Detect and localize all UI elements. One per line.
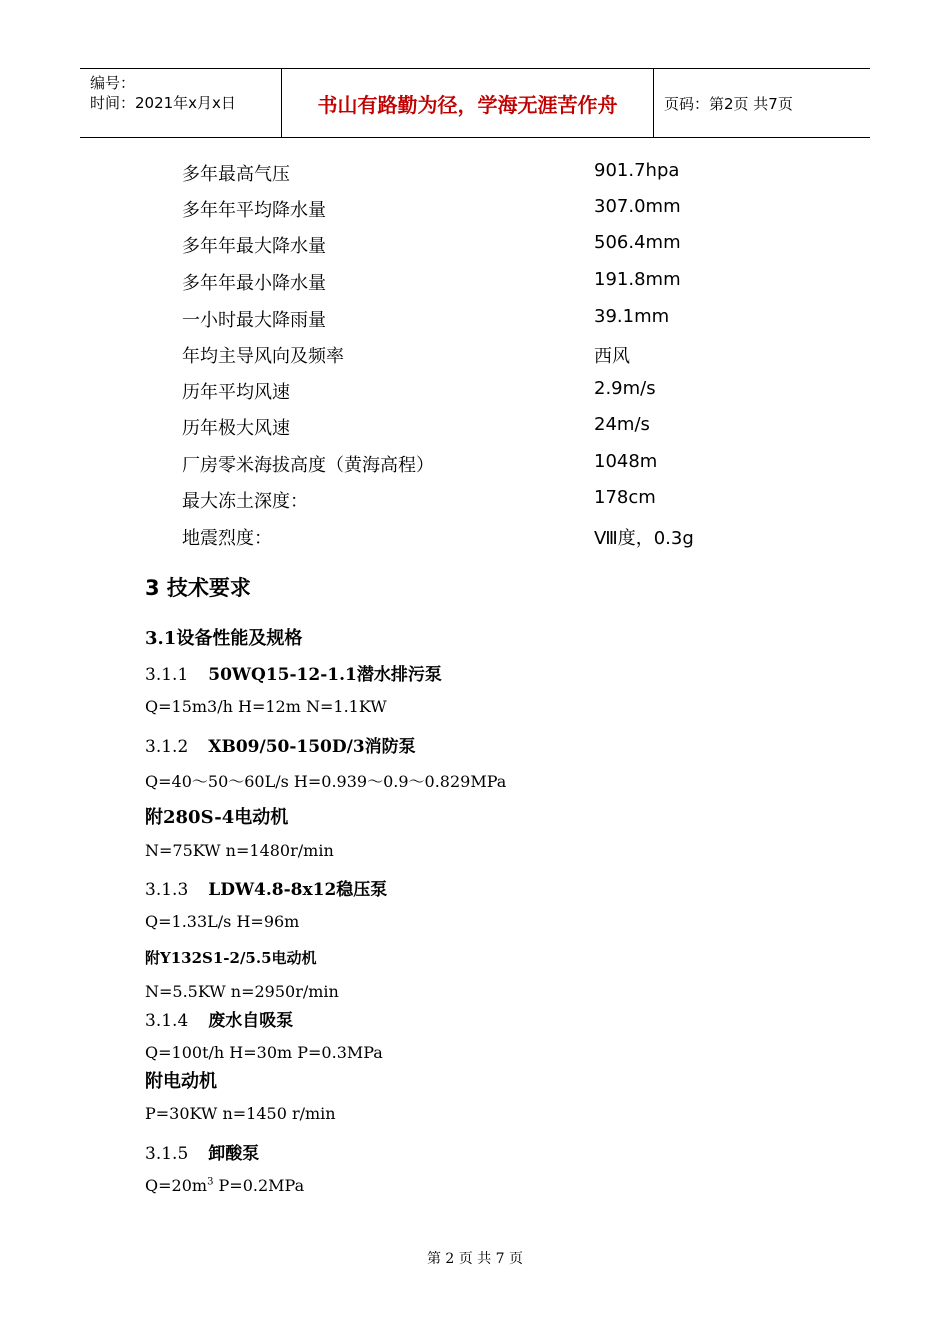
page-footer: 第 2 页 共 7 页: [426, 1251, 524, 1267]
param-label: 历年平均风速: [182, 382, 290, 403]
header-date: 时间：2021年x月x日: [90, 94, 236, 112]
item-heading: [145, 1139, 259, 1164]
param-label: 多年最高气压: [182, 164, 290, 185]
section-heading: 3 技术要求: [145, 576, 251, 600]
param-label: 地震烈度：: [182, 528, 272, 549]
param-value: 506.4mm: [594, 232, 681, 253]
item-number: 3.1.2: [145, 737, 189, 757]
param-label: 一小时最大降雨量: [182, 310, 326, 331]
param-label: 多年年平均降水量: [182, 200, 326, 221]
param-value: 24m/s: [594, 414, 650, 435]
param-value: 39.1mm: [594, 306, 670, 327]
serial-number: 编号：: [90, 74, 136, 92]
param-label: 最大冻土深度：: [182, 491, 308, 512]
param-row: [182, 232, 782, 256]
item-heading: [145, 660, 442, 685]
spec-line: Q=15m3/h H=12m N=1.1KW: [145, 697, 387, 716]
param-value: 191.8mm: [594, 269, 681, 290]
header-motto: 书山有路勤为径，学海无涯苦作舟: [281, 69, 654, 137]
param-value: Ⅷ度，0.3g: [594, 528, 694, 549]
param-label: 多年年最小降水量: [182, 273, 326, 294]
param-row: [182, 342, 782, 366]
spec-suffix: P=0.2MPa: [213, 1176, 305, 1195]
item-number: 3.1.3: [145, 880, 189, 900]
attached-motor: 附280S-4电动机: [145, 807, 289, 828]
subsection-heading: 3.1设备性能及规格: [145, 628, 303, 649]
param-value: 2.9m/s: [594, 378, 656, 399]
param-value: 307.0mm: [594, 196, 681, 217]
header-meta: [80, 69, 281, 137]
item-number: 3.1.4: [145, 1011, 189, 1031]
param-label: 历年极大风速: [182, 418, 290, 439]
param-label: 多年年最大降水量: [182, 236, 326, 257]
param-value: 1048m: [594, 451, 658, 472]
attached-motor: 附电动机: [145, 1071, 217, 1092]
param-row: [182, 524, 782, 548]
param-row: [182, 414, 782, 438]
param-label: 厂房零米海拔高度（黄海高程）: [182, 455, 434, 476]
superscript: 3: [207, 1176, 214, 1188]
param-value: 178cm: [594, 487, 656, 508]
item-title: LDW4.8-8x12稳压泵: [208, 880, 388, 900]
param-label: 年均主导风向及频率: [182, 346, 344, 367]
param-row: [182, 451, 782, 475]
param-row: [182, 196, 782, 220]
param-value: 西风: [594, 346, 630, 367]
spec-line: [145, 1176, 304, 1195]
item-title: 50WQ15-12-1.1潜水排污泵: [208, 665, 442, 685]
document-header: [80, 68, 870, 138]
param-row: [182, 306, 782, 330]
item-title: XB09/50-150D/3消防泵: [208, 737, 416, 757]
item-heading: [145, 875, 387, 900]
attached-motor: 附Y132S1-2/5.5电动机: [145, 949, 317, 967]
spec-line: Q=100t/h H=30m P=0.3MPa: [145, 1043, 383, 1062]
spec-line: P=30KW n=1450 r/min: [145, 1104, 336, 1123]
spec-line: N=75KW n=1480r/min: [145, 841, 334, 860]
item-title: 废水自吸泵: [208, 1011, 294, 1031]
header-page-number: 页码：第2页 共7页: [664, 94, 793, 113]
item-heading: [145, 732, 416, 757]
spec-line: Q=1.33L/s H=96m: [145, 912, 300, 931]
item-number: 3.1.1: [145, 665, 189, 685]
spec-prefix: Q=20m: [145, 1176, 208, 1195]
item-title: 卸酸泵: [208, 1144, 260, 1164]
item-heading: [145, 1006, 293, 1031]
param-row: [182, 269, 782, 293]
param-row: [182, 378, 782, 402]
spec-line: N=5.5KW n=2950r/min: [145, 982, 339, 1001]
param-row: [182, 487, 782, 511]
param-value: 901.7hpa: [594, 160, 680, 181]
item-number: 3.1.5: [145, 1144, 189, 1164]
param-row: [182, 160, 782, 184]
spec-line: Q=40～50～60L/s H=0.939～0.9～0.829MPa: [145, 772, 507, 791]
